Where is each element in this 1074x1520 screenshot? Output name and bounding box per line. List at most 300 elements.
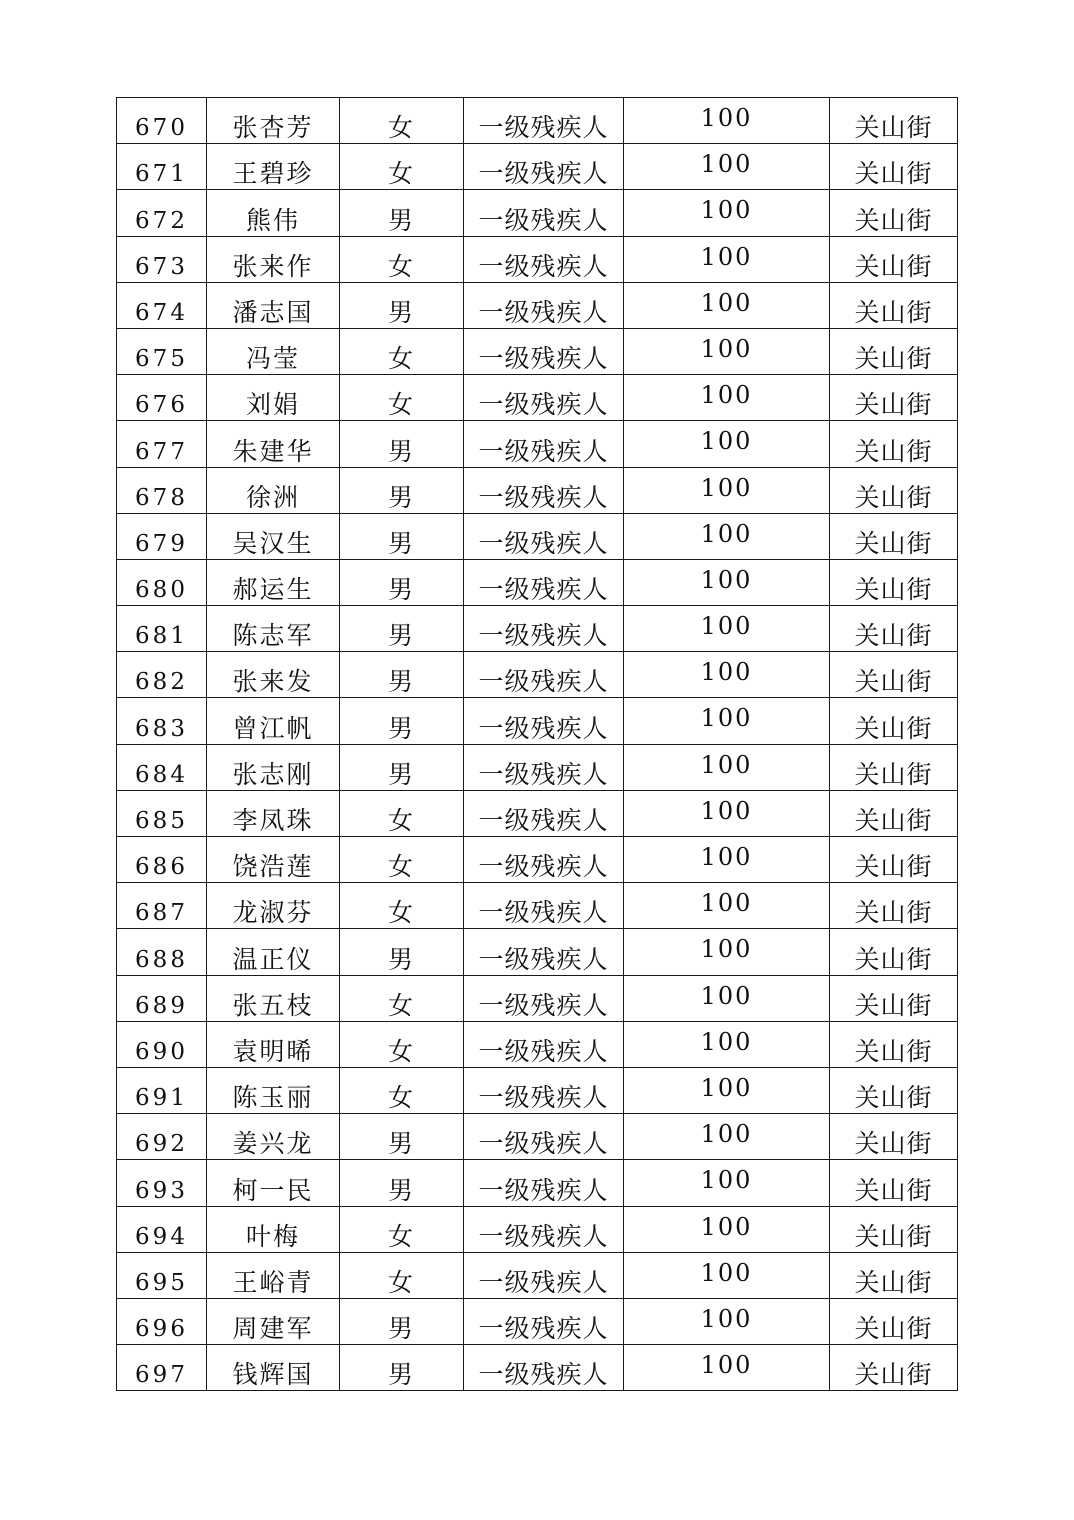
gender-cell <box>340 282 464 328</box>
street-cell-text: 关山街 <box>854 759 933 789</box>
serial-number-cell-text: 690 <box>135 1038 188 1065</box>
table-row <box>117 1206 958 1252</box>
disability-grade-cell <box>464 513 624 559</box>
disability-grade-cell <box>464 190 624 236</box>
street-cell-text: 关山街 <box>854 575 933 605</box>
name-cell-text: 张五枝 <box>232 990 314 1020</box>
disability-grade-cell-text: 一级残疾人 <box>478 251 609 281</box>
gender-cell-text: 女 <box>387 344 415 374</box>
street-cell <box>830 652 958 698</box>
amount-cell <box>624 421 830 467</box>
gender-cell <box>340 1345 464 1391</box>
gender-cell <box>340 421 464 467</box>
disability-grade-cell <box>464 1160 624 1206</box>
serial-number-cell <box>117 1298 207 1344</box>
table-row <box>117 1298 958 1344</box>
name-cell-text: 徐洲 <box>245 482 300 512</box>
amount-cell <box>624 467 830 513</box>
name-cell <box>207 975 340 1021</box>
serial-number-cell <box>117 1067 207 1113</box>
disability-grade-cell-text: 一级残疾人 <box>478 1314 609 1344</box>
name-cell <box>207 559 340 605</box>
street-cell <box>830 1345 958 1391</box>
name-cell <box>207 513 340 559</box>
serial-number-cell-text: 687 <box>135 900 188 927</box>
serial-number-cell-text: 685 <box>135 808 188 834</box>
amount-cell-text: 100 <box>700 150 753 179</box>
serial-number-cell <box>117 559 207 605</box>
table-row <box>117 698 958 744</box>
amount-cell <box>624 975 830 1021</box>
table-row <box>117 929 958 975</box>
gender-cell-text: 男 <box>387 713 415 743</box>
street-cell <box>830 236 958 282</box>
disability-grade-cell-text: 一级残疾人 <box>478 344 609 374</box>
amount-cell <box>624 559 830 605</box>
amount-cell <box>624 606 830 652</box>
gender-cell <box>340 467 464 513</box>
amount-cell <box>624 1345 830 1391</box>
disability-grade-cell <box>464 1298 624 1344</box>
gender-cell-text: 女 <box>387 1221 415 1251</box>
name-cell <box>207 1298 340 1344</box>
street-cell <box>830 559 958 605</box>
name-cell-text: 郝运生 <box>232 575 314 605</box>
amount-cell-text: 100 <box>700 1258 753 1287</box>
amount-cell-text: 100 <box>700 288 753 317</box>
beneficiary-table <box>116 97 958 1391</box>
amount-cell <box>624 1067 830 1113</box>
serial-number-cell <box>117 375 207 421</box>
street-cell-text: 关山街 <box>854 482 933 512</box>
disability-grade-cell-text: 一级残疾人 <box>478 436 609 466</box>
name-cell-text: 潘志国 <box>232 297 314 327</box>
gender-cell-text: 女 <box>387 898 415 928</box>
disability-grade-cell <box>464 421 624 467</box>
serial-number-cell <box>117 975 207 1021</box>
name-cell-text: 钱辉国 <box>232 1360 314 1390</box>
serial-number-cell <box>117 1021 207 1067</box>
table-row <box>117 375 958 421</box>
disability-grade-cell <box>464 1021 624 1067</box>
street-cell-text: 关山街 <box>854 390 933 420</box>
gender-cell <box>340 236 464 282</box>
amount-cell-text: 100 <box>700 196 753 225</box>
street-cell <box>830 606 958 652</box>
gender-cell <box>340 698 464 744</box>
amount-cell <box>624 1252 830 1298</box>
table-row <box>117 328 958 374</box>
gender-cell <box>340 606 464 652</box>
name-cell-text: 吴汉生 <box>232 528 314 558</box>
table-row <box>117 190 958 236</box>
street-cell <box>830 328 958 374</box>
name-cell <box>207 1160 340 1206</box>
amount-cell-text: 100 <box>700 612 753 641</box>
table-body <box>117 98 958 1391</box>
street-cell-text: 关山街 <box>854 621 933 651</box>
serial-number-cell-text: 675 <box>135 346 188 373</box>
street-cell-text: 关山街 <box>854 1360 933 1390</box>
serial-number-cell <box>117 1345 207 1391</box>
gender-cell-text: 女 <box>387 852 415 882</box>
street-cell <box>830 1067 958 1113</box>
name-cell-text: 张来发 <box>232 667 314 697</box>
disability-grade-cell <box>464 1067 624 1113</box>
serial-number-cell-text: 680 <box>135 577 188 604</box>
amount-cell-text: 100 <box>700 750 753 779</box>
gender-cell <box>340 1206 464 1252</box>
name-cell <box>207 467 340 513</box>
disability-grade-cell <box>464 1252 624 1298</box>
name-cell <box>207 190 340 236</box>
serial-number-cell <box>117 144 207 190</box>
amount-cell <box>624 98 830 144</box>
disability-grade-cell-text: 一级残疾人 <box>478 806 609 835</box>
street-cell-text: 关山街 <box>854 1267 933 1297</box>
name-cell <box>207 98 340 144</box>
amount-cell <box>624 1206 830 1252</box>
gender-cell-text: 女 <box>387 1083 415 1113</box>
table-row <box>117 790 958 836</box>
disability-grade-cell-text: 一级残疾人 <box>478 667 609 697</box>
serial-number-cell <box>117 513 207 559</box>
serial-number-cell-text: 686 <box>135 854 188 881</box>
amount-cell-text: 100 <box>700 935 753 964</box>
name-cell-text: 冯莹 <box>245 344 300 374</box>
serial-number-cell-text: 692 <box>135 1131 188 1158</box>
table-row <box>117 975 958 1021</box>
gender-cell-text: 女 <box>387 159 415 189</box>
serial-number-cell-text: 673 <box>135 253 188 280</box>
amount-cell <box>624 1114 830 1160</box>
name-cell-text: 龙淑芬 <box>232 898 314 928</box>
table-row <box>117 883 958 929</box>
table-row <box>117 467 958 513</box>
amount-cell <box>624 282 830 328</box>
street-cell <box>830 98 958 144</box>
gender-cell <box>340 375 464 421</box>
serial-number-cell <box>117 282 207 328</box>
gender-cell <box>340 559 464 605</box>
street-cell-text: 关山街 <box>854 436 933 466</box>
name-cell-text: 周建军 <box>232 1314 314 1344</box>
name-cell <box>207 1252 340 1298</box>
serial-number-cell-text: 670 <box>135 115 188 142</box>
name-cell <box>207 837 340 883</box>
disability-grade-cell-text: 一级残疾人 <box>478 390 609 420</box>
serial-number-cell-text: 693 <box>135 1177 188 1204</box>
amount-cell <box>624 929 830 975</box>
disability-grade-cell-text: 一级残疾人 <box>478 1175 609 1205</box>
gender-cell-text: 女 <box>387 1267 415 1297</box>
gender-cell-text: 男 <box>387 436 415 466</box>
table-row <box>117 1345 958 1391</box>
street-cell <box>830 1021 958 1067</box>
gender-cell <box>340 1114 464 1160</box>
disability-grade-cell <box>464 328 624 374</box>
gender-cell <box>340 513 464 559</box>
name-cell <box>207 883 340 929</box>
serial-number-cell <box>117 1114 207 1160</box>
serial-number-cell <box>117 744 207 790</box>
street-cell-text: 关山街 <box>854 297 933 327</box>
disability-grade-cell-text: 一级残疾人 <box>478 1129 609 1159</box>
amount-cell <box>624 1021 830 1067</box>
name-cell <box>207 328 340 374</box>
disability-grade-cell <box>464 375 624 421</box>
name-cell-text: 叶梅 <box>245 1221 300 1251</box>
serial-number-cell-text: 691 <box>135 1085 188 1112</box>
gender-cell-text: 男 <box>387 1129 415 1159</box>
disability-grade-cell <box>464 790 624 836</box>
disability-grade-cell-text: 一级残疾人 <box>478 1360 609 1390</box>
amount-cell <box>624 744 830 790</box>
table-row <box>117 559 958 605</box>
disability-grade-cell-text: 一级残疾人 <box>478 898 609 928</box>
street-cell <box>830 744 958 790</box>
amount-cell-text: 100 <box>700 1027 753 1056</box>
table-row <box>117 1067 958 1113</box>
amount-cell <box>624 698 830 744</box>
serial-number-cell-text: 676 <box>135 392 188 419</box>
name-cell-text: 刘娟 <box>245 390 300 420</box>
name-cell <box>207 421 340 467</box>
name-cell-text: 温正仪 <box>232 944 314 974</box>
gender-cell-text: 女 <box>387 1036 415 1066</box>
disability-grade-cell <box>464 559 624 605</box>
street-cell-text: 关山街 <box>854 205 933 235</box>
name-cell-text: 张志刚 <box>232 759 314 789</box>
table-row <box>117 1252 958 1298</box>
disability-grade-cell <box>464 144 624 190</box>
gender-cell-text: 男 <box>387 1175 415 1205</box>
table-row <box>117 282 958 328</box>
disability-grade-cell-text: 一级残疾人 <box>478 621 609 651</box>
disability-grade-cell-text: 一级残疾人 <box>478 1221 609 1251</box>
serial-number-cell-text: 696 <box>135 1316 188 1343</box>
serial-number-cell-text: 688 <box>135 946 188 973</box>
serial-number-cell <box>117 328 207 374</box>
table-row <box>117 98 958 144</box>
table-row <box>117 1160 958 1206</box>
street-cell <box>830 1160 958 1206</box>
name-cell-text: 陈玉丽 <box>232 1083 314 1113</box>
name-cell-text: 饶浩莲 <box>232 852 314 882</box>
disability-grade-cell-text: 一级残疾人 <box>478 944 609 974</box>
gender-cell-text: 男 <box>387 1360 415 1390</box>
name-cell <box>207 236 340 282</box>
street-cell <box>830 975 958 1021</box>
amount-cell <box>624 375 830 421</box>
street-cell-text: 关山街 <box>854 1129 933 1159</box>
amount-cell-text: 100 <box>700 565 753 594</box>
name-cell-text: 袁明晞 <box>232 1036 314 1066</box>
amount-cell <box>624 144 830 190</box>
amount-cell <box>624 1160 830 1206</box>
amount-cell-text: 100 <box>700 1166 753 1195</box>
street-cell <box>830 467 958 513</box>
serial-number-cell-text: 695 <box>135 1269 188 1296</box>
street-cell <box>830 282 958 328</box>
serial-number-cell-text: 671 <box>135 161 188 188</box>
serial-number-cell-text: 678 <box>135 484 188 511</box>
serial-number-cell <box>117 883 207 929</box>
serial-number-cell <box>117 698 207 744</box>
serial-number-cell-text: 683 <box>135 715 188 742</box>
name-cell-text: 曾江帆 <box>232 713 314 743</box>
amount-cell-text: 100 <box>700 704 753 733</box>
name-cell-text: 张杏芳 <box>232 113 314 143</box>
gender-cell <box>340 1298 464 1344</box>
disability-grade-cell <box>464 467 624 513</box>
disability-grade-cell-text: 一级残疾人 <box>478 482 609 512</box>
serial-number-cell-text: 672 <box>135 207 188 234</box>
gender-cell <box>340 1067 464 1113</box>
street-cell-text: 关山街 <box>854 1314 933 1344</box>
street-cell <box>830 144 958 190</box>
name-cell <box>207 1345 340 1391</box>
street-cell <box>830 513 958 559</box>
street-cell-text: 关山街 <box>854 1175 933 1205</box>
name-cell-text: 陈志军 <box>232 621 314 651</box>
gender-cell <box>340 144 464 190</box>
street-cell-text: 关山街 <box>854 852 933 882</box>
gender-cell-text: 男 <box>387 759 415 789</box>
amount-cell <box>624 328 830 374</box>
name-cell-text: 朱建华 <box>232 436 314 466</box>
disability-grade-cell-text: 一级残疾人 <box>478 113 609 143</box>
name-cell-text: 张来作 <box>232 251 314 281</box>
gender-cell <box>340 652 464 698</box>
table-row <box>117 421 958 467</box>
street-cell-text: 关山街 <box>854 898 933 928</box>
name-cell <box>207 1021 340 1067</box>
street-cell-text: 关山街 <box>854 113 933 143</box>
serial-number-cell-text: 679 <box>135 530 188 557</box>
name-cell <box>207 144 340 190</box>
gender-cell <box>340 328 464 374</box>
amount-cell-text: 100 <box>700 981 753 1010</box>
serial-number-cell-text: 681 <box>135 623 188 650</box>
street-cell-text: 关山街 <box>854 159 933 189</box>
street-cell <box>830 790 958 836</box>
table-row <box>117 236 958 282</box>
serial-number-cell-text: 689 <box>135 992 188 1019</box>
amount-cell <box>624 190 830 236</box>
name-cell-text: 熊伟 <box>245 205 300 235</box>
disability-grade-cell <box>464 975 624 1021</box>
street-cell <box>830 421 958 467</box>
amount-cell <box>624 1298 830 1344</box>
table-row <box>117 744 958 790</box>
name-cell <box>207 652 340 698</box>
amount-cell-text: 100 <box>700 1120 753 1149</box>
table-row <box>117 1114 958 1160</box>
amount-cell-text: 100 <box>700 381 753 410</box>
disability-grade-cell <box>464 1345 624 1391</box>
gender-cell <box>340 883 464 929</box>
amount-cell-text: 100 <box>700 1073 753 1102</box>
gender-cell-text: 女 <box>387 251 415 281</box>
street-cell <box>830 1114 958 1160</box>
gender-cell-text: 男 <box>387 528 415 558</box>
street-cell <box>830 1252 958 1298</box>
disability-grade-cell <box>464 236 624 282</box>
name-cell <box>207 744 340 790</box>
name-cell <box>207 1206 340 1252</box>
disability-grade-cell-text: 一级残疾人 <box>478 759 609 789</box>
amount-cell-text: 100 <box>700 1304 753 1333</box>
name-cell-text: 姜兴龙 <box>232 1129 314 1159</box>
disability-grade-cell-text: 一级残疾人 <box>478 575 609 605</box>
amount-cell <box>624 513 830 559</box>
name-cell <box>207 790 340 836</box>
serial-number-cell <box>117 236 207 282</box>
amount-cell <box>624 236 830 282</box>
street-cell-text: 关山街 <box>854 251 933 281</box>
disability-grade-cell-text: 一级残疾人 <box>478 713 609 743</box>
disability-grade-cell-text: 一级残疾人 <box>478 528 609 558</box>
disability-grade-cell <box>464 837 624 883</box>
amount-cell-text: 100 <box>700 519 753 548</box>
table-row <box>117 1021 958 1067</box>
name-cell-text: 李凤珠 <box>232 806 314 835</box>
gender-cell-text: 女 <box>387 806 415 835</box>
serial-number-cell-text: 677 <box>135 438 188 465</box>
disability-grade-cell-text: 一级残疾人 <box>478 205 609 235</box>
street-cell <box>830 1298 958 1344</box>
amount-cell-text: 100 <box>700 427 753 456</box>
disability-grade-cell-text: 一级残疾人 <box>478 159 609 189</box>
name-cell-text: 柯一民 <box>232 1175 314 1205</box>
amount-cell-text: 100 <box>700 1351 753 1380</box>
amount-cell-text: 100 <box>700 889 753 918</box>
street-cell <box>830 1206 958 1252</box>
amount-cell-text: 100 <box>700 658 753 687</box>
gender-cell-text: 男 <box>387 575 415 605</box>
street-cell-text: 关山街 <box>854 667 933 697</box>
street-cell-text: 关山街 <box>854 1036 933 1066</box>
amount-cell-text: 100 <box>700 473 753 502</box>
name-cell <box>207 606 340 652</box>
serial-number-cell <box>117 1252 207 1298</box>
gender-cell-text: 女 <box>387 113 415 143</box>
gender-cell-text: 男 <box>387 1314 415 1344</box>
serial-number-cell-text: 684 <box>135 761 188 788</box>
amount-cell-text: 100 <box>700 796 753 825</box>
gender-cell-text: 女 <box>387 390 415 420</box>
street-cell-text: 关山街 <box>854 990 933 1020</box>
serial-number-cell <box>117 929 207 975</box>
serial-number-cell <box>117 790 207 836</box>
table-row <box>117 837 958 883</box>
serial-number-cell <box>117 421 207 467</box>
serial-number-cell <box>117 98 207 144</box>
street-cell <box>830 837 958 883</box>
gender-cell <box>340 1160 464 1206</box>
serial-number-cell <box>117 652 207 698</box>
name-cell <box>207 282 340 328</box>
name-cell <box>207 375 340 421</box>
amount-cell <box>624 837 830 883</box>
amount-cell-text: 100 <box>700 843 753 871</box>
gender-cell-text: 男 <box>387 297 415 327</box>
gender-cell-text: 男 <box>387 205 415 235</box>
disability-grade-cell <box>464 1114 624 1160</box>
serial-number-cell <box>117 606 207 652</box>
serial-number-cell <box>117 837 207 883</box>
